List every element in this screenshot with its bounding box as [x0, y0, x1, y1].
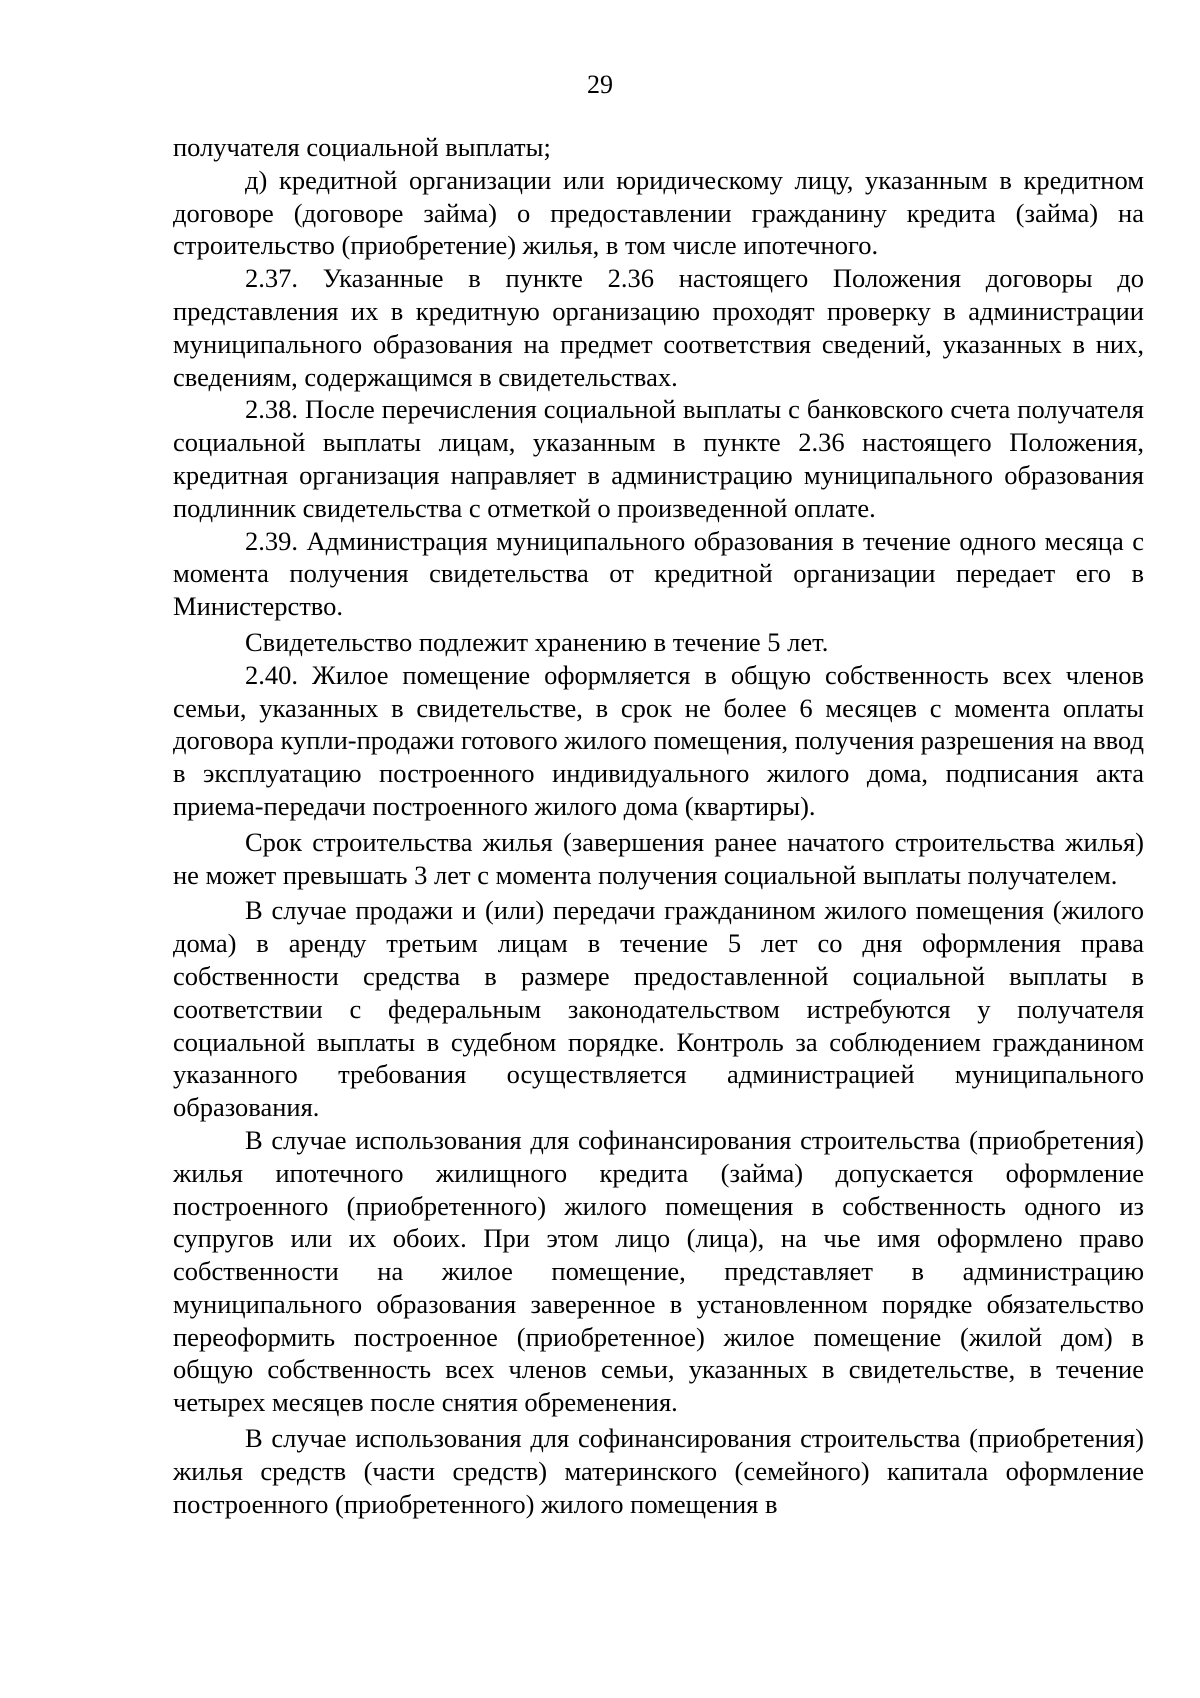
page-number: 29	[587, 70, 613, 99]
paragraph-mortgage-cofinancing: В случае использования для софинансирования строительства (приобретения) жилья ипотечного жилищного кредита (займа) допускается оформление построенного (приобретенного) жилого помещения в собственность одного из супругов или их обоих. При этом лицо (лица), на чье имя оформлено право собственности на жилое помещение, представляет в администрацию муниципального образования заверенное в установленном порядке обязательство переоформить построенное (приобретенное) жилое помещение (жилой дом) в общую собственность всех членов семьи, указанных в свидетельстве, в течение четырех месяцев после снятия обременения.	[173, 1124, 1144, 1418]
paragraph-2-40: 2.40. Жилое помещение оформляется в общую собственность всех членов семьи, указанных в свидетельстве, в срок не более 6 месяцев с момента оплаты договора купли-продажи готового жилого помещения, получения разрешения на ввод в эксплуатацию построенного индивидуального жилого дома, подписания акта приема-передачи построенного жилого дома (квартиры).	[173, 659, 1144, 821]
paragraph-2-39: 2.39. Администрация муниципального образования в течение одного месяца с момента получения свидетельства от кредитной организации передает его в Министерство.	[173, 525, 1144, 622]
paragraph-sale-or-lease: В случае продажи и (или) передачи гражданином жилого помещения (жилого дома) в аренду третьим лицам в течение 5 лет со дня оформления права собственности средства в размере предоставленной социальной выплаты в соответствии с федеральным законодательством истребуются у получателя социальной выплаты в судебном порядке. Контроль за соблюдением гражданином указанного требования осуществляется администрацией муниципального образования.	[173, 895, 1144, 1123]
document-body	[173, 131, 1144, 1520]
paragraph-2-38: 2.38. После перечисления социальной выплаты с банковского счета получателя социальной выплаты лицам, указанным в пункте 2.36 настоящего Положения, кредитная организация направляет в администрацию муниципального образования подлинник свидетельства с отметкой о произведенной оплате.	[173, 394, 1144, 523]
paragraph-item-d: д) кредитной организации или юридическому лицу, указанным в кредитном договоре (договоре займа) о предоставлении гражданину кредита (займа) на строительство (приобретение) жилья, в том числе ипотечного.	[173, 164, 1144, 261]
paragraph-continuation: получателя социальной выплаты;	[173, 132, 551, 162]
paragraph-2-37: 2.37. Указанные в пункте 2.36 настоящего Положения договоры до представления их в кредитную организацию проходят проверку в администрации муниципального образования на предмет соответствия сведений, указанных в них, сведениям, содержащимся в свидетельствах.	[173, 263, 1144, 392]
paragraph-maternity-capital: В случае использования для софинансирования строительства (приобретения) жилья средств (части средств) материнского (семейного) капитала оформление построенного (приобретенного) жилого помещения в	[173, 1423, 1144, 1519]
paragraph-certificate-storage: Свидетельство подлежит хранению в течение 5 лет.	[245, 626, 829, 657]
paragraph-construction-term: Срок строительства жилья (завершения ранее начатого строительства жилья) не может превышать 3 лет с момента получения социальной выплаты получателем.	[173, 826, 1144, 890]
